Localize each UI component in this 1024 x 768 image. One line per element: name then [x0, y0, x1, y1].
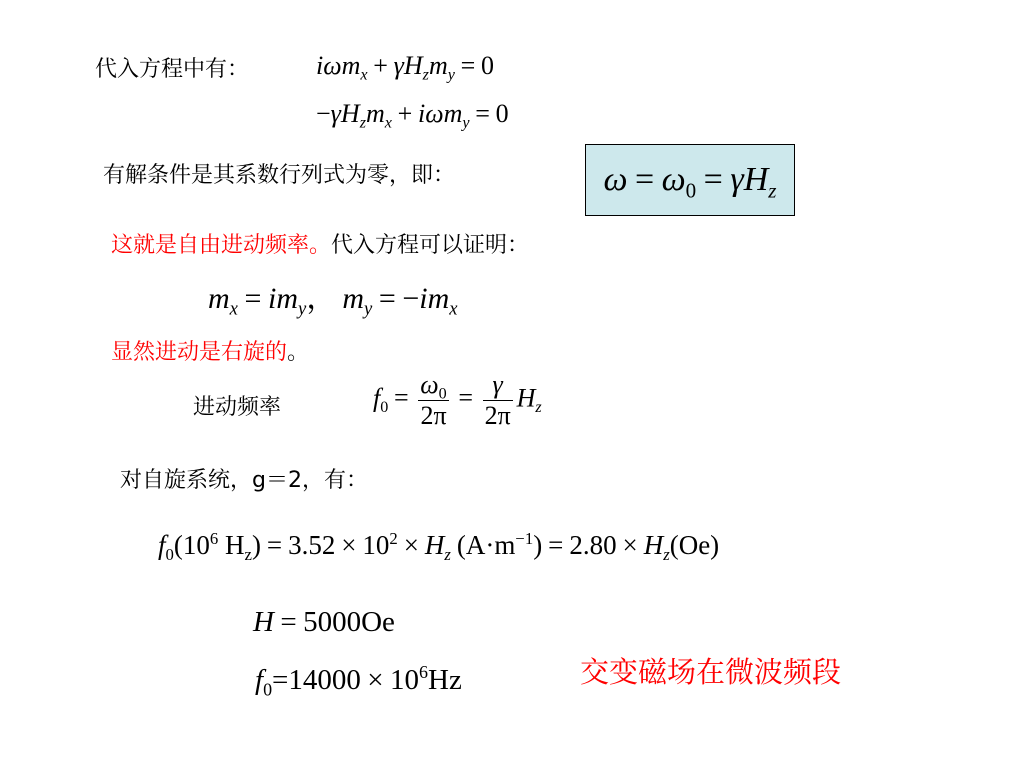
precession-frequency-equation: $f_0$ = $\frac{\omega_0}{2\pi}$ = $\frac{\gamma}{2\pi}$ $H_z$	[373, 370, 542, 430]
conversion-equation: $f_0(10^6$ $H_z) = 3.52 \times 10^2 \times H_z$ $(A\cdot m^{-1}) = 2.80 \times H_z(Oe)$	[158, 528, 720, 564]
solution-condition-label: 有解条件是其系数行列式为零，即：	[103, 163, 456, 188]
free-precession-highlight: 这就是自由进动频率。	[111, 233, 332, 258]
right-handed-highlight: 显然进动是右旋的	[111, 340, 288, 365]
substitute-label: 代入方程中有：	[95, 57, 250, 82]
spin-system-label: 对自旋系统，g＝2，有：	[120, 468, 368, 493]
equation-2: $-\gamma H_zm_x + i\omega m_y = 0$	[316, 99, 509, 132]
precession-frequency-label: 进动频率	[193, 395, 282, 420]
equation-mx-my: $m_x = im_y$， $m_y = -im_x$	[208, 282, 458, 320]
equation-1: $i\omega m_x + \gamma H_zm_y = 0$	[316, 51, 494, 84]
boxed-frequency-equation: $\omega = \omega_0 = \gamma H_z$	[585, 144, 795, 216]
field-value-equation: H = 5000Oe	[253, 606, 395, 638]
right-handed-statement: 显然进动是右旋的。	[111, 340, 310, 365]
proof-label: 代入方程可以证明：	[331, 233, 530, 258]
microwave-band-conclusion: 交变磁场在微波频段	[580, 655, 842, 689]
frequency-result-equation: $f_0=14000 \times 10^6Hz$	[255, 662, 462, 700]
free-precession-statement	[111, 231, 529, 261]
